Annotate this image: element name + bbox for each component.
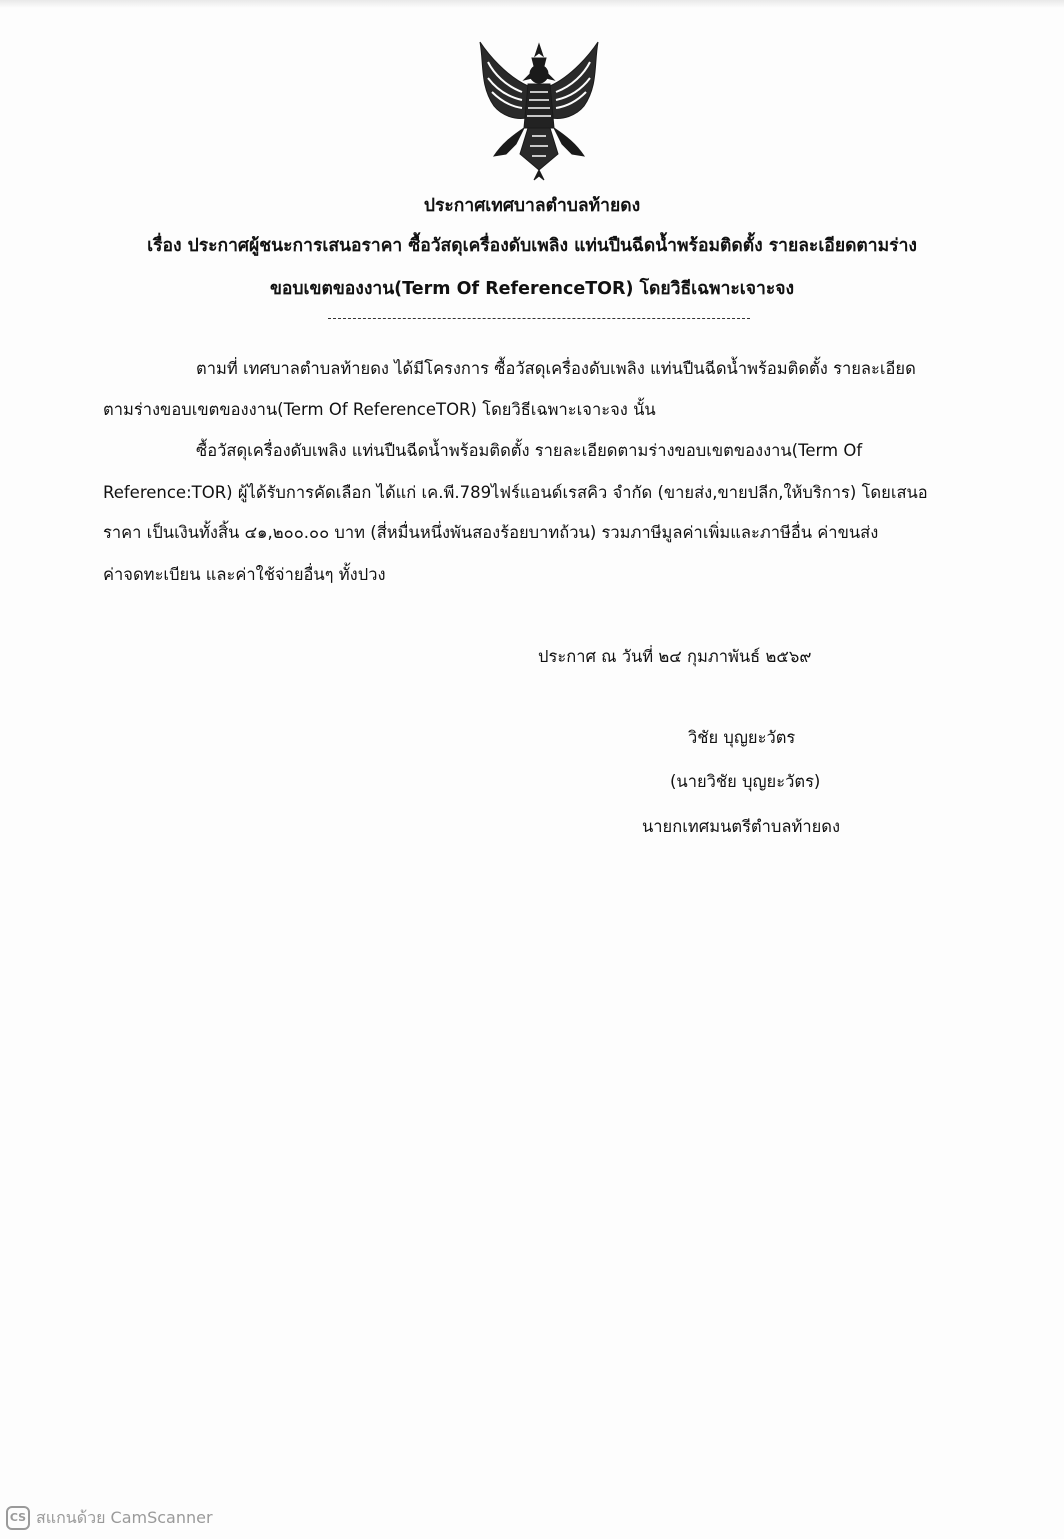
body-line: ตามร่างขอบเขตของงาน(Term Of ReferenceTOR) โดยวิธีเฉพาะเจาะจง นั้น xyxy=(103,400,656,419)
camscanner-logo-icon: CS xyxy=(6,1506,30,1530)
signature-name: วิชัย บุญยะวัตร xyxy=(688,728,796,747)
organization-title: ประกาศเทศบาลตำบลท้ายดง xyxy=(423,196,641,216)
signatory-full-name: (นายวิชัย บุญยะวัตร) xyxy=(670,772,821,791)
garuda-emblem-icon xyxy=(466,36,612,182)
subject-line-2: ขอบเขตของงาน(Term Of ReferenceTOR) โดยวิธีเฉพาะเจาะจง xyxy=(269,279,795,299)
separator-line xyxy=(328,318,750,319)
camscanner-watermark xyxy=(6,1505,213,1531)
announcement-date: ประกาศ ณ วันที่ ๒๔ กุมภาพันธ์ ๒๕๖๙ xyxy=(538,647,812,666)
body-line: ตามที่ เทศบาลตำบลท้ายดง ได้มีโครงการ ซื้อวัสดุเครื่องดับเพลิง แท่นปืนฉีดน้ำพร้อมติดตั้ง รายละเอียด xyxy=(196,359,916,378)
watermark-text: สแกนด้วย CamScanner xyxy=(36,1507,213,1527)
scan-edge xyxy=(0,0,1064,8)
body-line: ราคา เป็นเงินทั้งสิ้น ๔๑,๒๐๐.๐๐ บาท (สี่หมื่นหนึ่งพันสองร้อยบาทถ้วน) รวมภาษีมูลค่าเพิ่มและภาษีอื่น ค่าขนส่ง xyxy=(103,523,879,542)
signatory-position: นายกเทศมนตรีตำบลท้ายดง xyxy=(642,817,841,836)
body-line: Reference:TOR) ผู้ได้รับการคัดเลือก ได้แก่ เค.พี.789ไฟร์แอนด์เรสคิว จำกัด (ขายส่ง,ขายปลีก,ให้บริการ) โดยเสนอ xyxy=(103,483,928,502)
subject-line-1: เรื่อง ประกาศผู้ชนะการเสนอราคา ซื้อวัสดุเครื่องดับเพลิง แท่นปืนฉีดน้ำพร้อมติดตั้ง รายละเอียดตามร่าง xyxy=(147,236,917,256)
body-line: ค่าจดทะเบียน และค่าใช้จ่ายอื่นๆ ทั้งปวง xyxy=(103,565,386,584)
body-line: ซื้อวัสดุเครื่องดับเพลิง แท่นปืนฉีดน้ำพร้อมติดตั้ง รายละเอียดตามร่างขอบเขตของงาน(Term Of xyxy=(196,441,863,460)
